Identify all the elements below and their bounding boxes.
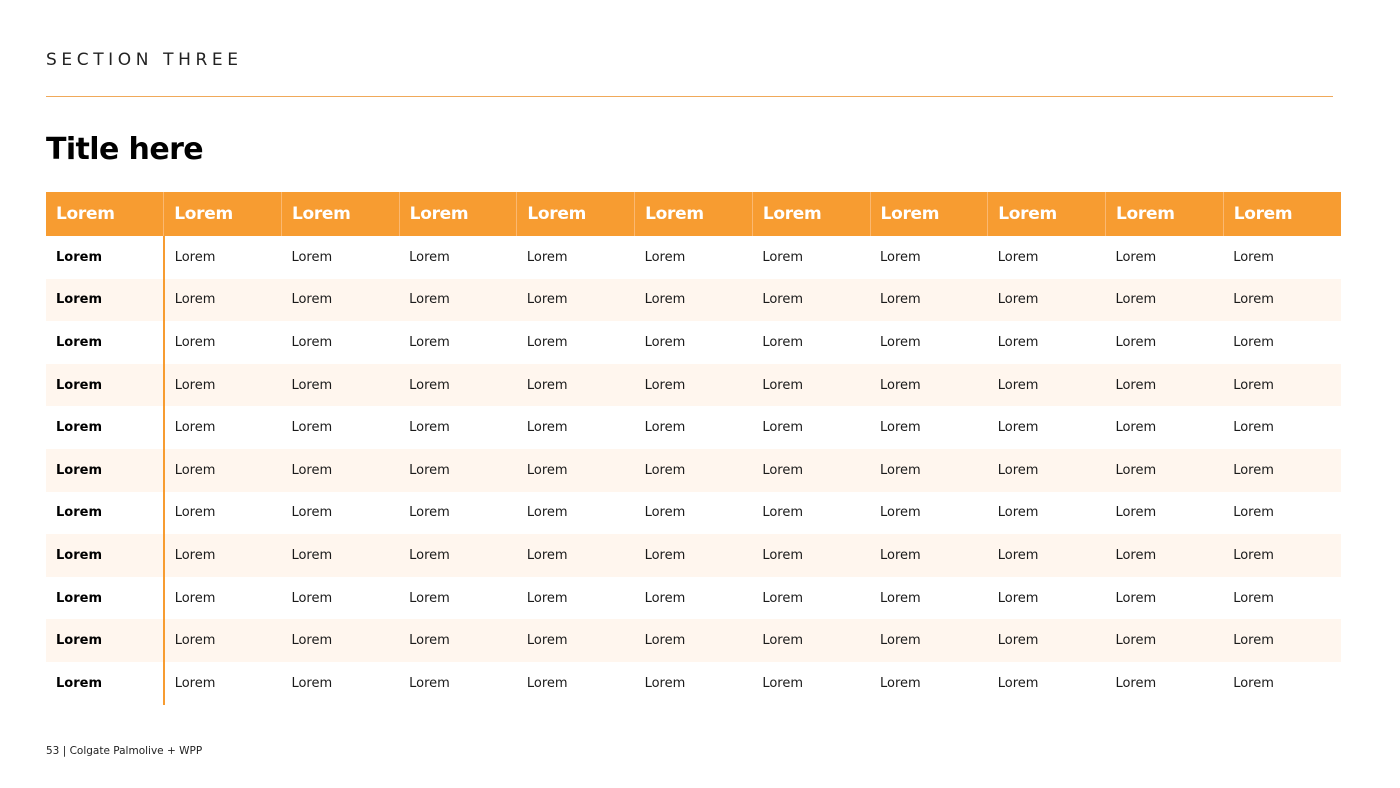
column-header: Lorem: [1223, 192, 1341, 236]
table-cell: Lorem: [517, 534, 635, 577]
table-cell: Lorem: [635, 534, 753, 577]
table-cell: Lorem: [1233, 249, 1274, 265]
table-cell: Lorem: [1233, 675, 1274, 691]
table-cell: Lorem: [644, 505, 686, 521]
table-row: [46, 364, 1341, 407]
table-cell: Lorem: [1115, 249, 1157, 265]
table-cell: Lorem: [870, 449, 988, 492]
table-row: [46, 279, 1341, 322]
table-cell: Lorem: [291, 505, 333, 521]
row-label-cell: Lorem: [46, 619, 164, 662]
table-cell: Lorem: [762, 249, 804, 265]
table-cell: Lorem: [1233, 420, 1274, 436]
table-cell: Lorem: [526, 249, 568, 265]
table-cell: Lorem: [1233, 590, 1274, 606]
table-cell: Lorem: [988, 279, 1106, 322]
column-header: Lorem: [635, 192, 753, 236]
table-cell: Lorem: [762, 675, 804, 691]
table-cell: Lorem: [997, 505, 1039, 521]
table-cell: Lorem: [174, 505, 216, 521]
table-cell: Lorem: [281, 449, 399, 492]
table-cell: Lorem: [644, 249, 686, 265]
table-cell: Lorem: [1115, 420, 1157, 436]
table-cell: Lorem: [997, 590, 1039, 606]
table-row: [46, 492, 1341, 535]
table-cell: Lorem: [526, 590, 568, 606]
section-label: SECTION THREE: [46, 50, 243, 70]
column-header: Lorem: [1105, 192, 1223, 236]
table-cell: Lorem: [880, 334, 921, 350]
table-cell: Lorem: [399, 279, 517, 322]
page-title: Title here: [46, 132, 204, 167]
table-cell: Lorem: [635, 619, 753, 662]
table-cell: Lorem: [880, 420, 921, 436]
row-label-cell: Lorem: [46, 662, 164, 705]
table-cell: Lorem: [164, 619, 282, 662]
table-cell: Lorem: [1223, 279, 1341, 322]
table-row: [46, 534, 1341, 577]
table-cell: Lorem: [635, 364, 753, 407]
table-row: [46, 321, 1341, 364]
table-cell: Lorem: [409, 505, 450, 521]
row-label-cell: Lorem: [46, 279, 164, 322]
table-cell: Lorem: [526, 420, 568, 436]
table-cell: Lorem: [988, 619, 1106, 662]
table-cell: Lorem: [164, 534, 282, 577]
table-cell: Lorem: [997, 675, 1039, 691]
table-cell: Lorem: [281, 364, 399, 407]
table-cell: Lorem: [644, 420, 686, 436]
table-cell: Lorem: [1105, 619, 1223, 662]
table-cell: Lorem: [174, 334, 216, 350]
table-cell: Lorem: [1223, 619, 1341, 662]
column-header: Lorem: [164, 192, 282, 236]
table-row: [46, 577, 1341, 620]
table-cell: Lorem: [752, 534, 870, 577]
row-label-cell: Lorem: [46, 577, 164, 620]
table-cell: Lorem: [164, 364, 282, 407]
table-cell: Lorem: [409, 590, 450, 606]
table-cell: Lorem: [752, 364, 870, 407]
table-cell: Lorem: [635, 279, 753, 322]
table-cell: Lorem: [409, 420, 450, 436]
table-cell: Lorem: [291, 334, 333, 350]
page-footer: 53 | Colgate Palmolive + WPP: [46, 745, 203, 757]
table-cell: Lorem: [880, 675, 921, 691]
table-cell: Lorem: [762, 505, 804, 521]
column-header: Lorem: [517, 192, 635, 236]
table-cell: Lorem: [988, 449, 1106, 492]
row-label-cell: Lorem: [46, 236, 164, 279]
table-cell: Lorem: [752, 449, 870, 492]
row-label-cell: Lorem: [46, 534, 164, 577]
table-cell: Lorem: [517, 449, 635, 492]
table-row: [46, 406, 1341, 449]
table-cell: Lorem: [526, 675, 568, 691]
table-cell: Lorem: [870, 364, 988, 407]
table-cell: Lorem: [399, 534, 517, 577]
table-cell: Lorem: [1233, 505, 1274, 521]
table-cell: Lorem: [1223, 449, 1341, 492]
table-cell: Lorem: [1105, 534, 1223, 577]
header-divider: [46, 96, 1333, 97]
table-row: [46, 236, 1341, 279]
table-cell: Lorem: [517, 619, 635, 662]
table-cell: Lorem: [174, 590, 216, 606]
table-cell: Lorem: [644, 590, 686, 606]
table-cell: Lorem: [399, 449, 517, 492]
table-cell: Lorem: [635, 449, 753, 492]
table-cell: Lorem: [762, 420, 804, 436]
table-cell: Lorem: [762, 590, 804, 606]
table-cell: Lorem: [988, 534, 1106, 577]
table-header-row: [46, 192, 1341, 236]
column-header: Lorem: [752, 192, 870, 236]
table-cell: Lorem: [997, 420, 1039, 436]
table-cell: Lorem: [1105, 364, 1223, 407]
table-cell: Lorem: [870, 279, 988, 322]
table-cell: Lorem: [880, 505, 921, 521]
table-cell: Lorem: [291, 420, 333, 436]
table-cell: Lorem: [517, 279, 635, 322]
column-header: Lorem: [399, 192, 517, 236]
table-row: [46, 619, 1341, 662]
column-header: Lorem: [46, 192, 164, 236]
table-cell: Lorem: [644, 675, 686, 691]
table-cell: Lorem: [526, 334, 568, 350]
column-header: Lorem: [281, 192, 399, 236]
table-cell: Lorem: [1223, 364, 1341, 407]
table-cell: Lorem: [997, 334, 1039, 350]
row-label-cell: Lorem: [46, 449, 164, 492]
table-cell: Lorem: [1115, 590, 1157, 606]
column-header: Lorem: [988, 192, 1106, 236]
table-cell: Lorem: [870, 619, 988, 662]
table-cell: Lorem: [517, 364, 635, 407]
table-row: [46, 449, 1341, 492]
table-cell: Lorem: [291, 249, 333, 265]
table-cell: Lorem: [281, 619, 399, 662]
table-cell: Lorem: [281, 279, 399, 322]
table-cell: Lorem: [1115, 505, 1157, 521]
table-cell: Lorem: [762, 334, 804, 350]
table-cell: Lorem: [997, 249, 1039, 265]
table-cell: Lorem: [1223, 534, 1341, 577]
table-cell: Lorem: [880, 590, 921, 606]
table-cell: Lorem: [409, 249, 450, 265]
data-table: [46, 192, 1341, 705]
table-cell: Lorem: [409, 675, 450, 691]
table-cell: Lorem: [409, 334, 450, 350]
row-label-cell: Lorem: [46, 364, 164, 407]
table-cell: Lorem: [174, 420, 216, 436]
table-cell: Lorem: [1233, 334, 1274, 350]
table-cell: Lorem: [880, 249, 921, 265]
table-cell: Lorem: [988, 364, 1106, 407]
table-cell: Lorem: [526, 505, 568, 521]
table-row: [46, 662, 1341, 705]
table-cell: Lorem: [399, 364, 517, 407]
table-cell: Lorem: [752, 279, 870, 322]
table-cell: Lorem: [291, 675, 333, 691]
table-cell: Lorem: [644, 334, 686, 350]
row-label-cell: Lorem: [46, 406, 164, 449]
table-cell: Lorem: [164, 279, 282, 322]
table-cell: Lorem: [1115, 675, 1157, 691]
table-cell: Lorem: [1105, 449, 1223, 492]
table-cell: Lorem: [1115, 334, 1157, 350]
table-body: [46, 236, 1341, 705]
table-cell: Lorem: [399, 619, 517, 662]
table-cell: Lorem: [752, 619, 870, 662]
row-label-cell: Lorem: [46, 492, 164, 535]
data-table-container: [46, 192, 1341, 705]
column-header: Lorem: [870, 192, 988, 236]
table-cell: Lorem: [174, 249, 216, 265]
table-cell: Lorem: [174, 675, 216, 691]
table-cell: Lorem: [291, 590, 333, 606]
table-cell: Lorem: [164, 449, 282, 492]
table-cell: Lorem: [1105, 279, 1223, 322]
table-cell: Lorem: [281, 534, 399, 577]
table-cell: Lorem: [870, 534, 988, 577]
row-label-cell: Lorem: [46, 321, 164, 364]
